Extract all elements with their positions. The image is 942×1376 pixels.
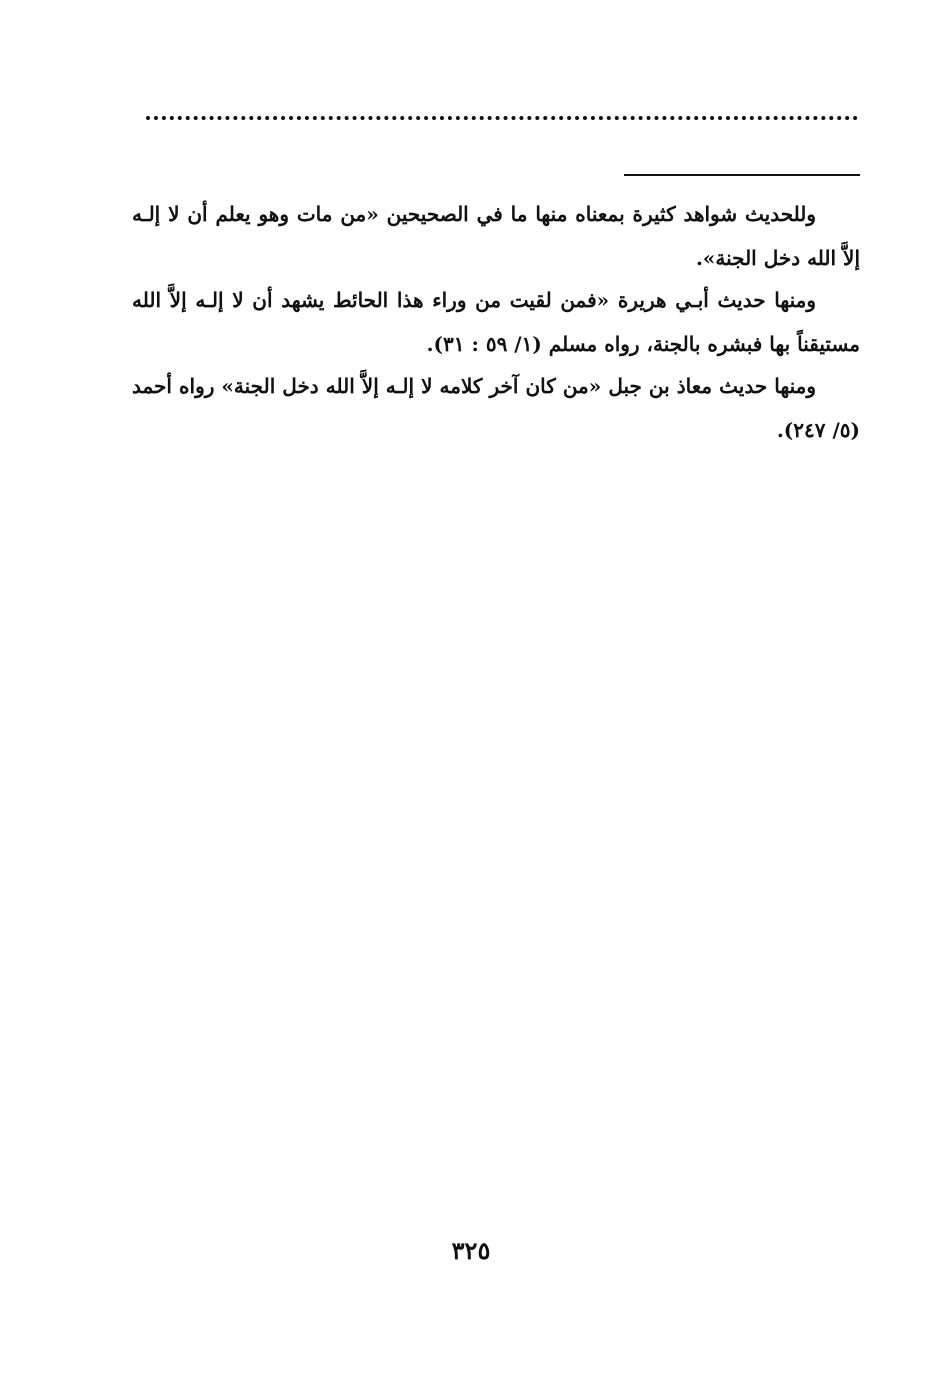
page-number: ٣٢٥: [451, 1236, 491, 1265]
footnote-paragraph-3: ومنها حديث معاذ بن جبل «من كان آخر كلامه لا إلـه إلاَّ الله دخل الجنة» رواه أحمد (٥/ ٢٤٧).: [132, 374, 860, 442]
footnote-paragraph-2: ومنها حديث أبـي هريرة «فمن لقيت من وراء هذا الحائط يشهد أن لا إلـه إلاَّ الله مستيقناً بها فبشره بالجنة، رواه مسلم (١/ ٥٩ : ٣١).: [132, 288, 860, 356]
footnotes-block: [132, 192, 860, 450]
footnote-separator: [624, 174, 860, 176]
footnote-paragraph-1: وللحديث شواهد كثيرة بمعناه منها ما في الصحيحين «من مات وهو يعلم أن لا إلـه إلاَّ الله دخل الجنة».: [132, 202, 860, 270]
dotted-separator: [146, 116, 858, 120]
